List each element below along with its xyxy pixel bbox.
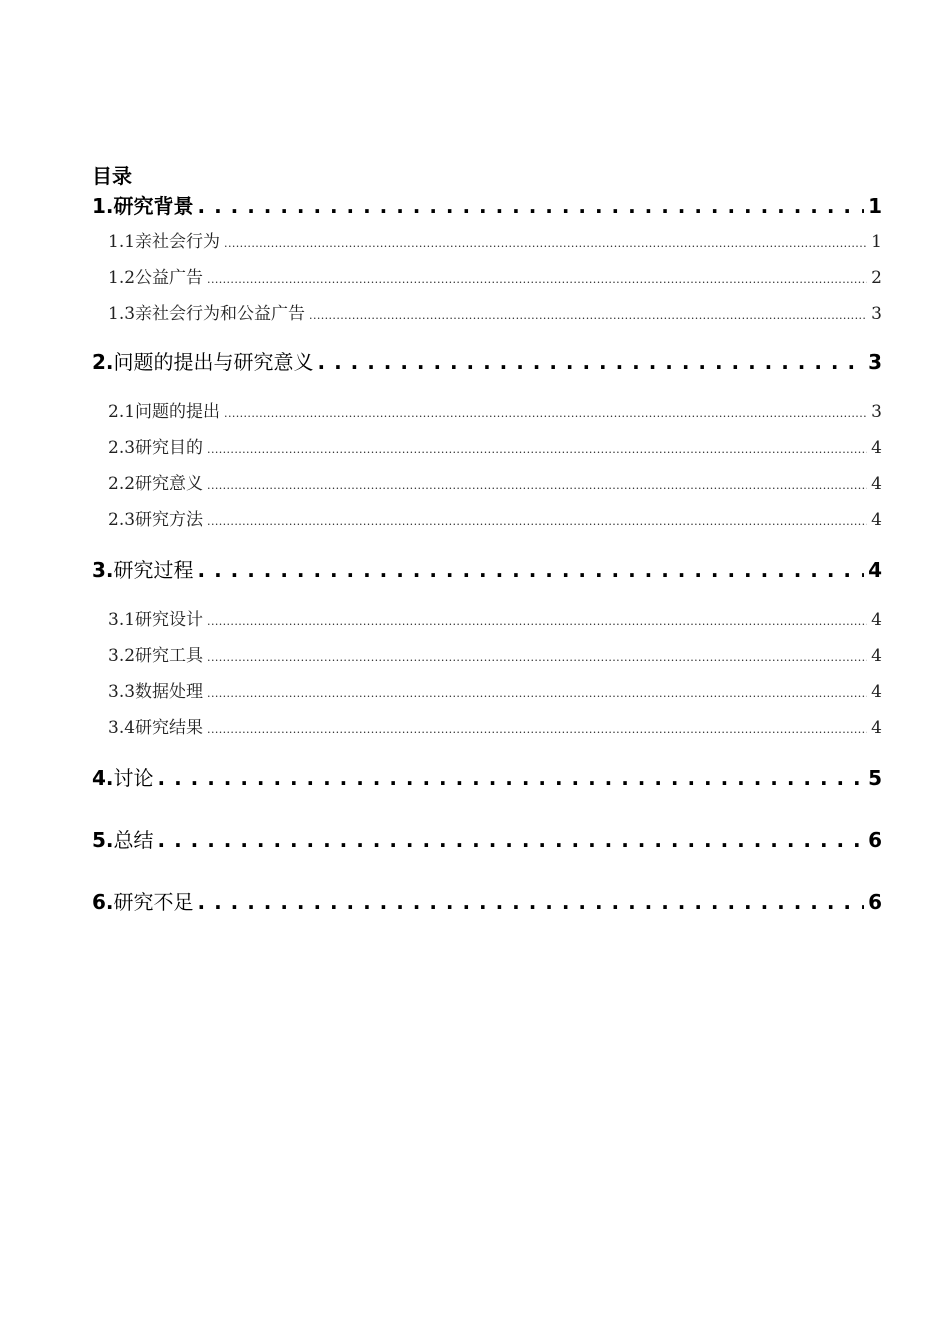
toc-entry-page: 4 (868, 558, 882, 582)
toc-entry-number: 2. (92, 350, 114, 374)
toc-entry-number: 1.2 (108, 268, 136, 288)
toc-entry-2[interactable] (92, 348, 882, 376)
toc-entry-number: 4. (92, 766, 114, 790)
toc-entry-2-3-purpose[interactable] (108, 436, 882, 462)
toc-entry-label: 数据处理 (135, 682, 204, 702)
dot-leader (207, 266, 867, 292)
toc-entry-3-3[interactable] (108, 680, 882, 706)
toc-entry-page: 3 (868, 350, 882, 374)
toc-entry-page: 4 (871, 510, 882, 530)
toc-entry-page: 4 (871, 438, 882, 458)
dot-leader (198, 192, 865, 220)
toc-entry-number: 3.2 (108, 646, 136, 666)
toc-entry-label: 问题的提出 (135, 402, 221, 422)
toc-entry-label: 研究方法 (135, 510, 204, 530)
dot-leader (207, 680, 867, 706)
toc-entry-page: 1 (871, 232, 882, 252)
dot-leader (158, 764, 865, 792)
toc-entry-number: 1.1 (108, 232, 136, 252)
toc-entry-page: 2 (871, 268, 882, 288)
toc-entry-1-2[interactable] (108, 266, 882, 292)
toc-entry-label: 研究结果 (135, 718, 204, 738)
dot-leader (158, 826, 865, 854)
toc-entry-label: 公益广告 (135, 268, 204, 288)
toc-entry-label: 研究不足 (113, 890, 194, 914)
toc-entry-label: 问题的提出与研究意义 (113, 350, 314, 374)
toc-entry-number: 5. (92, 828, 114, 852)
dot-leader (198, 556, 865, 584)
toc-entry-number: 2.3 (108, 510, 136, 530)
toc-entry-3[interactable] (92, 556, 882, 584)
toc-entry-label: 研究过程 (113, 558, 194, 582)
dot-leader (207, 644, 867, 670)
toc-entry-3-1[interactable] (108, 608, 882, 634)
toc-entry-3-4[interactable] (108, 716, 882, 742)
toc-entry-label: 研究工具 (135, 646, 204, 666)
table-of-contents (92, 162, 882, 914)
dot-leader (309, 302, 867, 328)
toc-entry-number: 2.1 (108, 402, 136, 422)
toc-entry-label: 研究目的 (135, 438, 204, 458)
dot-leader (198, 888, 865, 916)
toc-entry-1[interactable] (92, 192, 882, 220)
toc-entry-label: 研究意义 (135, 474, 204, 494)
toc-entry-4[interactable] (92, 764, 882, 792)
dot-leader (224, 230, 867, 256)
dot-leader (318, 348, 865, 376)
toc-entry-2-1[interactable] (108, 400, 882, 426)
toc-entry-number: 3.1 (108, 610, 136, 630)
dot-leader (207, 508, 867, 534)
toc-entry-label: 亲社会行为和公益广告 (135, 304, 306, 324)
toc-entry-page: 4 (871, 646, 882, 666)
toc-entry-6[interactable] (92, 888, 882, 916)
toc-entry-label: 亲社会行为 (135, 232, 221, 252)
toc-entry-page: 3 (871, 402, 882, 422)
toc-entry-number: 6. (92, 890, 114, 914)
toc-entry-number: 1.3 (108, 304, 136, 324)
dot-leader (224, 400, 867, 426)
toc-entry-label: 研究背景 (113, 194, 194, 218)
toc-entry-2-3-method[interactable] (108, 508, 882, 534)
dot-leader (207, 608, 867, 634)
toc-entry-number: 2.3 (108, 438, 136, 458)
toc-entry-page: 6 (868, 890, 882, 914)
toc-entry-page: 4 (871, 474, 882, 494)
toc-entry-page: 6 (868, 828, 882, 852)
toc-title: 目录 (92, 164, 132, 188)
toc-entry-page: 3 (871, 304, 882, 324)
toc-entry-number: 1. (92, 194, 114, 218)
toc-entry-3-2[interactable] (108, 644, 882, 670)
toc-entry-label: 研究设计 (135, 610, 204, 630)
toc-entry-page: 1 (868, 194, 882, 218)
toc-entry-number: 2.2 (108, 474, 136, 494)
toc-entry-page: 4 (871, 682, 882, 702)
toc-entry-page: 4 (871, 610, 882, 630)
toc-entry-label: 讨论 (113, 766, 154, 790)
toc-entry-2-2[interactable] (108, 472, 882, 498)
toc-entry-number: 3.3 (108, 682, 136, 702)
dot-leader (207, 472, 867, 498)
toc-entry-1-3[interactable] (108, 302, 882, 328)
toc-entry-page: 4 (871, 718, 882, 738)
toc-entry-number: 3. (92, 558, 114, 582)
dot-leader (207, 436, 867, 462)
toc-entry-number: 3.4 (108, 718, 136, 738)
toc-entry-label: 总结 (113, 828, 154, 852)
toc-entry-page: 5 (868, 766, 882, 790)
toc-entry-5[interactable] (92, 826, 882, 854)
dot-leader (207, 716, 867, 742)
toc-entry-1-1[interactable] (108, 230, 882, 256)
